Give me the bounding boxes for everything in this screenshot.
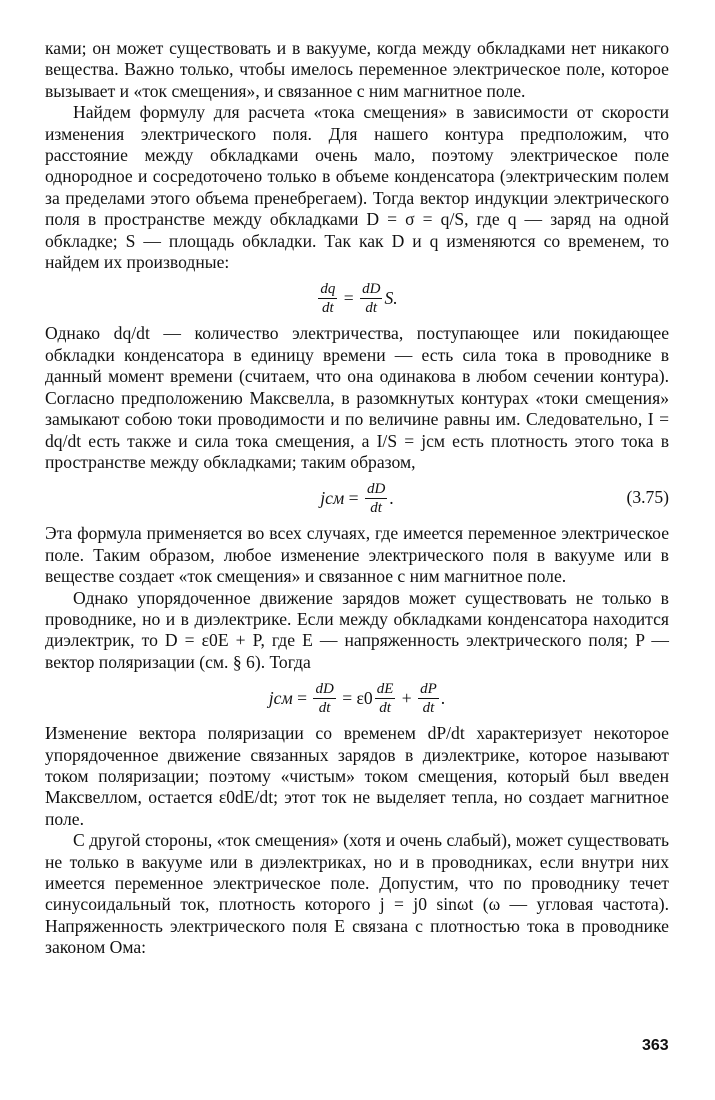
fraction: $\frac{dP}{dt}$ <box>420 680 437 716</box>
fraction: $\frac{dD}{dt}$ <box>366 480 386 516</box>
paragraph-4: Эта формула применяется во всех случаях, где имеется переменное электрическое поле. Таким образом, любое изменение электрического поля в вакууме или в веществе создает «ток смещения» и связанное с ним магнитное поле. <box>45 523 669 587</box>
paragraph-7: С другой стороны, «ток смещения» (хотя и очень слабый), может существовать не только в вакууме или в диэлектриках, но и в проводниках, если внутри них имеется переменное электрическое поле. Допустим, что по проводнику течет синусоидальный ток, плотность которого j = j0 sinωt (ω — угловая частота). Напряженность электрического поля E связана с плотностью тока в проводнике законом Ома: <box>45 830 669 958</box>
paragraph-1: ками; он может существовать и в вакууме, когда между обкладками нет никакого вещества. Важно только, чтобы имелось переменное электрическое поле, которое вызывает и «ток смещения», и связанное с ним магнитное поле. <box>45 38 669 101</box>
formula-dq-dt: $\frac{dq}{dt}$ = $\frac{dD}{dt}$ S. <box>320 280 398 316</box>
page-body <box>45 38 669 959</box>
fraction: $\frac{dq}{dt}$ <box>320 280 336 316</box>
paragraph-3: Однако dq/dt — количество электричества, поступающее или покидающее обкладки конденсатора в единицу времени — есть сила тока в проводнике в данный момент времени (считаем, что она одинакова в любом сечении контура). Согласно предположению Максвелла, в разомкнутых контурах «токи смещения» замыкают собою токи проводимости и по величине равны им. Следовательно, I = dq/dt есть также и сила тока смещения, а I/S = jсм есть плотность этого тока в пространстве между обкладками; таким образом, <box>45 323 669 472</box>
fraction: $\frac{dD}{dt}$ <box>315 680 334 716</box>
formula-3-75: jсм = $\frac{dD}{dt}$ . (3.75) <box>320 480 669 516</box>
equals-sign: = <box>339 287 359 308</box>
equation-number: (3.75) <box>626 487 669 508</box>
paragraph-5: Однако упорядоченное движение зарядов может существовать не только в проводнике, но и в диэлектрике. Если между обкладками конденсатора находится диэлектрик, то D = ε0E + P, где E — напряженность электрического поля; P — вектор поляризации (см. § 6). Тогда <box>45 587 669 672</box>
page-number: 363 <box>642 1037 669 1054</box>
paragraph-2: Найдем формулу для расчета «тока смещения» в зависимости от скорости изменения электрического поля. Для нашего контура предположим, что расстояние между обкладками очень мало, поэтому электрическое поле однородное и сосредоточено только в объеме конденсатора (электрическим полем за пределами этого объема пренебрегаем). Тогда вектор индукции электрического поля в пространстве между обкладками D = σ = q/S, где q — заряд на одной обкладке; S — площадь обкладки. Так как D и q изменяются со временем, то найдем их производные: <box>45 102 669 273</box>
formula-polarization: jсм = $\frac{dD}{dt}$ = ε0 $\frac{dE}{dt}$ + $\frac{dP}{dt}$ . <box>268 680 446 716</box>
fraction: $\frac{dE}{dt}$ <box>376 680 394 716</box>
paragraph-6: Изменение вектора поляризации со временем dP/dt характеризует некоторое упорядоченное движение связанных зарядов в диэлектрике, которое называют током поляризации; поэтому «чистым» током смещения, который был введен Максвеллом, остается ε0dE/dt; этот ток не выделяет тепла, но создает магнитное поле. <box>45 723 669 829</box>
fraction: $\frac{dD}{dt}$ <box>362 280 381 316</box>
